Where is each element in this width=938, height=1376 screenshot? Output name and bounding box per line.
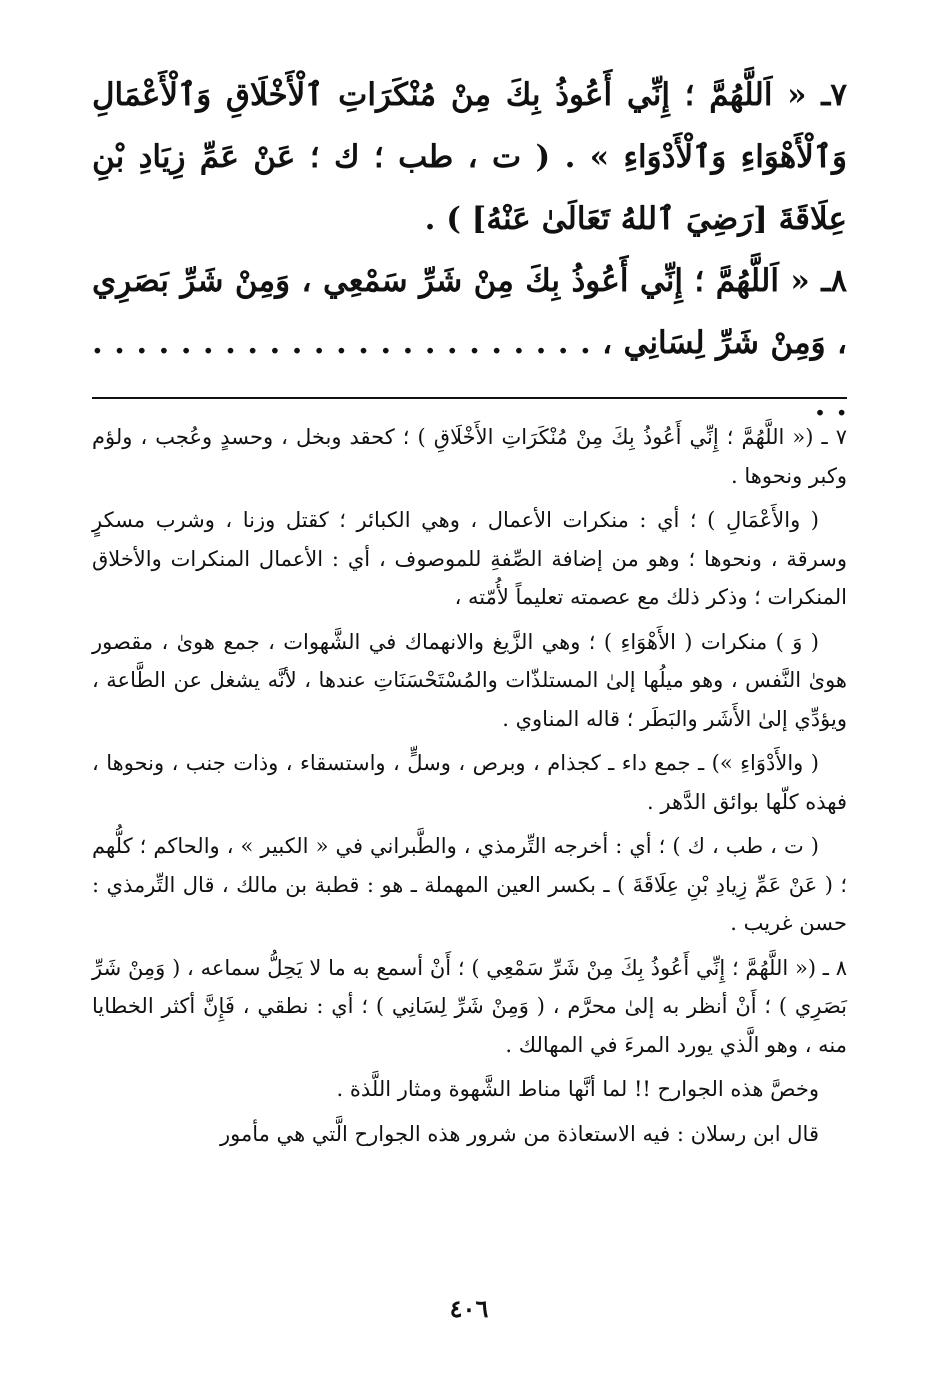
hadith-8: ٨ـ « اَللَّهُمَّ ؛ إِنِّي أَعُوذُ بِكَ مِنْ شَرِّ سَمْعِي ، وَمِنْ شَرِّ بَصَرِي ، وَمِنْ شَرِّ لِسَانِي ، . . . . . . . . . . . . . . . . . . . . . . . . . [92,263,847,423]
commentary-paragraph: ( ت ، طب ، ك ) ؛ أي : أخرجه التِّرمذي ، والطَّبراني في « الكبير » ، والحاكم ؛ كلُّهم ؛ ( عَنْ عَمِّ زِيادِ بْنِ عِلَاقَةَ ) ـ بكسر العين المهملة ـ هو : قطبة بن مالك ، قال التِّرمذي : حسن غريب . [92,834,847,935]
page-number: ٤٠٦ [449,1294,489,1323]
main-hadith-text [92,64,847,436]
commentary-paragraph: ٧ ـ (« اللَّهُمَّ ؛ إِنِّي أَعُوذُ بِكَ مِنْ مُنْكَرَاتِ الأَخْلَاقِ ) ؛ كحقد وبخل ، وحسدٍ وعُجب ، ولؤم وكبر ونحوها . [92,425,847,488]
commentary-paragraph: وخصَّ هذه الجوارح !! لما أنَّها مناط الشَّهوة ومثار اللَّذة . [336,1077,819,1101]
hadith-7: ٧ـ « اَللَّهُمَّ ؛ إِنِّي أَعُوذُ بِكَ مِنْ مُنْكَرَاتِ ٱلْأَخْلَاقِ وَٱلْأَعْمَالِ وَٱلْأَهْوَاءِ وَٱلْأَدْوَاءِ » . ( ت ، طب ؛ ك ؛ عَنْ عَمِّ زِيَادِ بْنِ عِلَاقَةَ [رَضِيَ ٱللهُ تَعَالَىٰ عَنْهُ] ) . [92,77,847,237]
commentary-paragraph: ( والأَعْمَالِ ) ؛ أي : منكرات الأعمال ، وهي الكبائر ؛ كقتل وزنا ، وشرب مسكرٍ وسرقة ، ونحوها ؛ وهو من إضافة الصِّفةِ للموصوف ، أي : الأعمال المنكرات والأخلاق المنكرات ؛ وذكر ذلك مع عصمته تعليماً لأُمّته ، [92,508,847,609]
commentary-paragraph: ( والأَدْوَاءِ ») ـ جمع داء ـ كجذام ، وبرص ، وسلٍّ ، واستسقاء ، وذات جنب ، ونحوها ، فهذه كلّها بوائق الدَّهر . [92,751,847,814]
footnote-separator [92,397,847,399]
commentary-paragraph: ( وَ ) منكرات ( الأَهْوَاءِ ) ؛ وهي الزَّيغ والانهماك في الشَّهوات ، جمع هوىٰ ، مقصور هوىٰ النَّفس ، وهو ميلُها إلىٰ المستلذّات والمُسْتَحْسَنَاتِ عندها ، لأنَّه يشغل عن الطَّاعة ، ويؤدِّي إلىٰ الأَشَر والبَطَر ؛ قاله المناوي . [92,629,847,731]
commentary-footnotes [92,418,847,1153]
commentary-paragraph: قال ابن رسلان : فيه الاستعاذة من شرور هذه الجوارح الَّتي هي مأمور [220,1121,819,1146]
commentary-paragraph: ٨ ـ (« اللَّهُمَّ ؛ إِنِّي أَعُوذُ بِكَ مِنْ شَرِّ سَمْعِي ) ؛ أَنْ أسمع به ما لا يَحِلُّ سماعه ، ( وَمِنْ شَرِّ بَصَرِي ) ؛ أَنْ أنظر به إلىٰ محرَّم ، ( وَمِنْ شَرِّ لِسَانِي ) ؛ أي : نطقي ، فَإِنَّ أكثر الخطايا منه ، وهو الَّذي يورد المرءَ في المهالك . [92,955,847,1057]
